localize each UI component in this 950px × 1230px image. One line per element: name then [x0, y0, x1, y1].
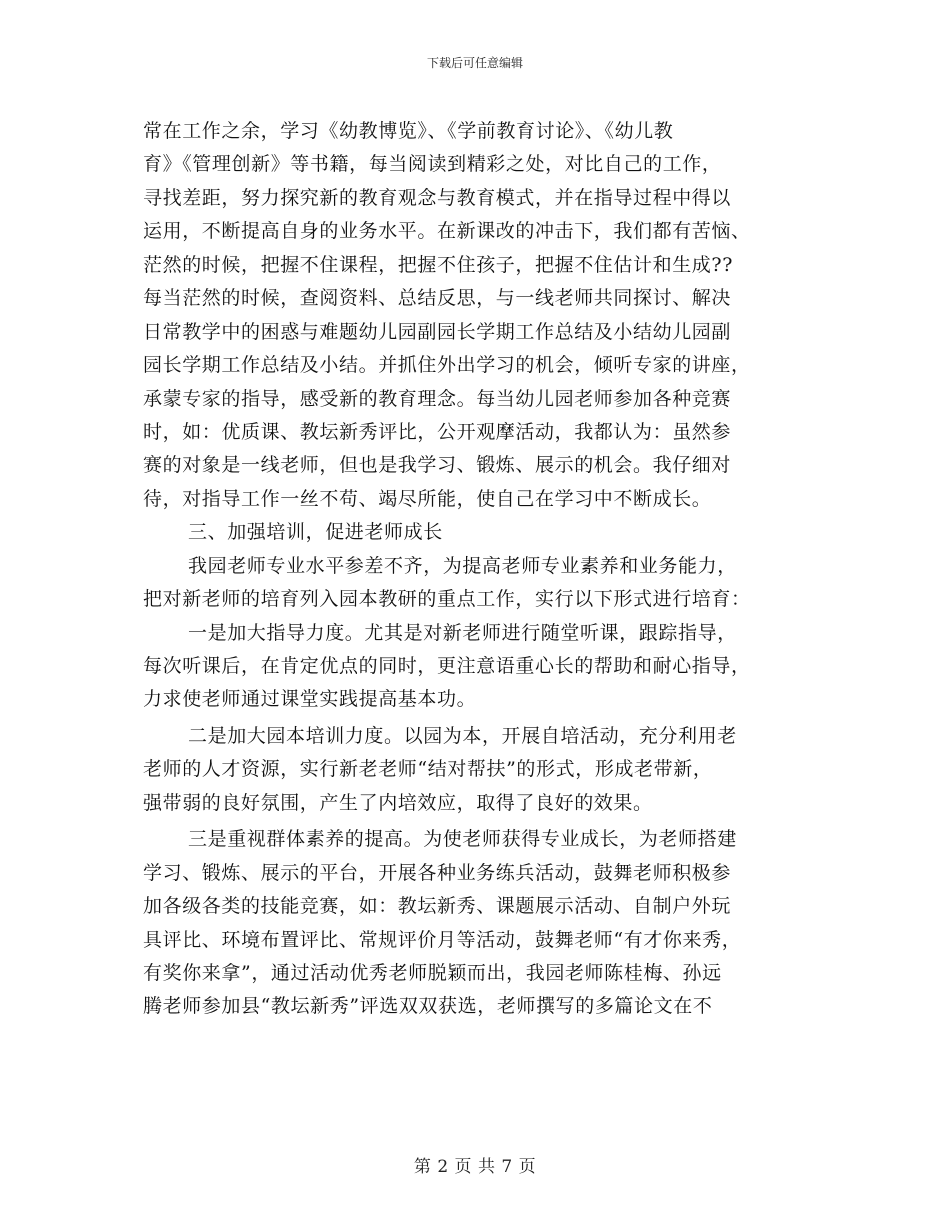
body-line: 承蒙专家的指导，感受新的教育理念。每当幼儿园老师参加各种竞赛: [143, 387, 732, 410]
body-line: 茫然的时候，把握不住课程，把握不住孩子，把握不住估计和生成??: [143, 253, 733, 276]
body-line: 每次听课后，在肯定优点的同时，更注意语重心长的帮助和耐心指导，: [143, 655, 751, 677]
body-line: 力求使老师通过课堂实践提高基本功。: [143, 688, 477, 711]
body-line: 有奖你来拿”，通过活动优秀老师脱颖而出，我园老师陈桂梅、孙远: [143, 961, 722, 984]
body-line: 学习、锻炼、展示的平台，开展各种业务练兵活动，鼓舞老师积极参: [143, 861, 732, 884]
page-header-note: 下载后可任意编辑: [426, 56, 523, 70]
body-line: 老师的人才资源，实行新老老师“结对帮扶”的形式，形成老带新，: [143, 758, 713, 781]
body-line: 待，对指导工作一丝不苟、竭尽所能，使自己在学习中不断成长。: [143, 487, 712, 510]
body-line: 寻找差距，努力探究新的教育观念与教育模式，并在指导过程中得以: [143, 186, 732, 209]
body-line: 运用，不断提高自身的业务水平。在新课改的冲击下，我们都有苦恼、: [143, 220, 751, 243]
paragraph-start-line: 一是加大指导力度。尤其是对新老师进行随堂听课，跟踪指导，: [188, 621, 737, 644]
body-line: 把对新老师的培育列入园本教研的重点工作，实行以下形式进行培育：: [143, 588, 751, 611]
paragraph-start-line: 我园老师专业水平参差不齐，为提高老师专业素养和业务能力，: [188, 554, 737, 577]
body-line: 加各级各类的技能竞赛，如：教坛新秀、课题展示活动、自制户外玩: [143, 895, 732, 918]
body-line: 强带弱的良好氛围，产生了内培效应，取得了良好的效果。: [143, 791, 653, 814]
body-line: 时，如：优质课、教坛新秀评比，公开观摩活动，我都认为：虽然参: [143, 420, 732, 443]
section-heading: 三、加强培训，促进老师成长: [188, 521, 443, 544]
body-line: 园长学期工作总结及小结。并抓住外出学习的机会，倾听专家的讲座，: [143, 354, 751, 377]
body-line: 常在工作之余，学习《幼教博览》、《学前教育讨论》、《幼儿教: [143, 120, 674, 142]
body-line: 腾老师参加县“教坛新秀”评选双双获选，老师撰写的多篇论文在不: [143, 995, 713, 1018]
body-line: 赛的对象是一线老师，但也是我学习、锻炼、展示的机会。我仔细对: [143, 454, 732, 477]
paragraph-start-line: 三是重视群体素养的提高。为使老师获得专业成长，为老师搭建: [188, 828, 737, 851]
body-line: 育》《管理创新》等书籍，每当阅读到精彩之处，对比自己的工作，: [143, 153, 722, 176]
body-line: 具评比、环境布置评比、常规评价月等活动，鼓舞老师“有才你来秀，: [143, 928, 742, 951]
body-line: 日常教学中的困惑与难题幼儿园副园长学期工作总结及小结幼儿园副: [143, 320, 732, 343]
page-number-footer: 第 2 页 共 7 页: [413, 1157, 537, 1177]
paragraph-start-line: 二是加大园本培训力度。以园为本，开展自培活动，充分利用老: [188, 724, 737, 747]
body-line: 每当茫然的时候，查阅资料、总结反思，与一线老师共同探讨、解决: [143, 287, 732, 310]
body-text: [143, 115, 803, 1024]
